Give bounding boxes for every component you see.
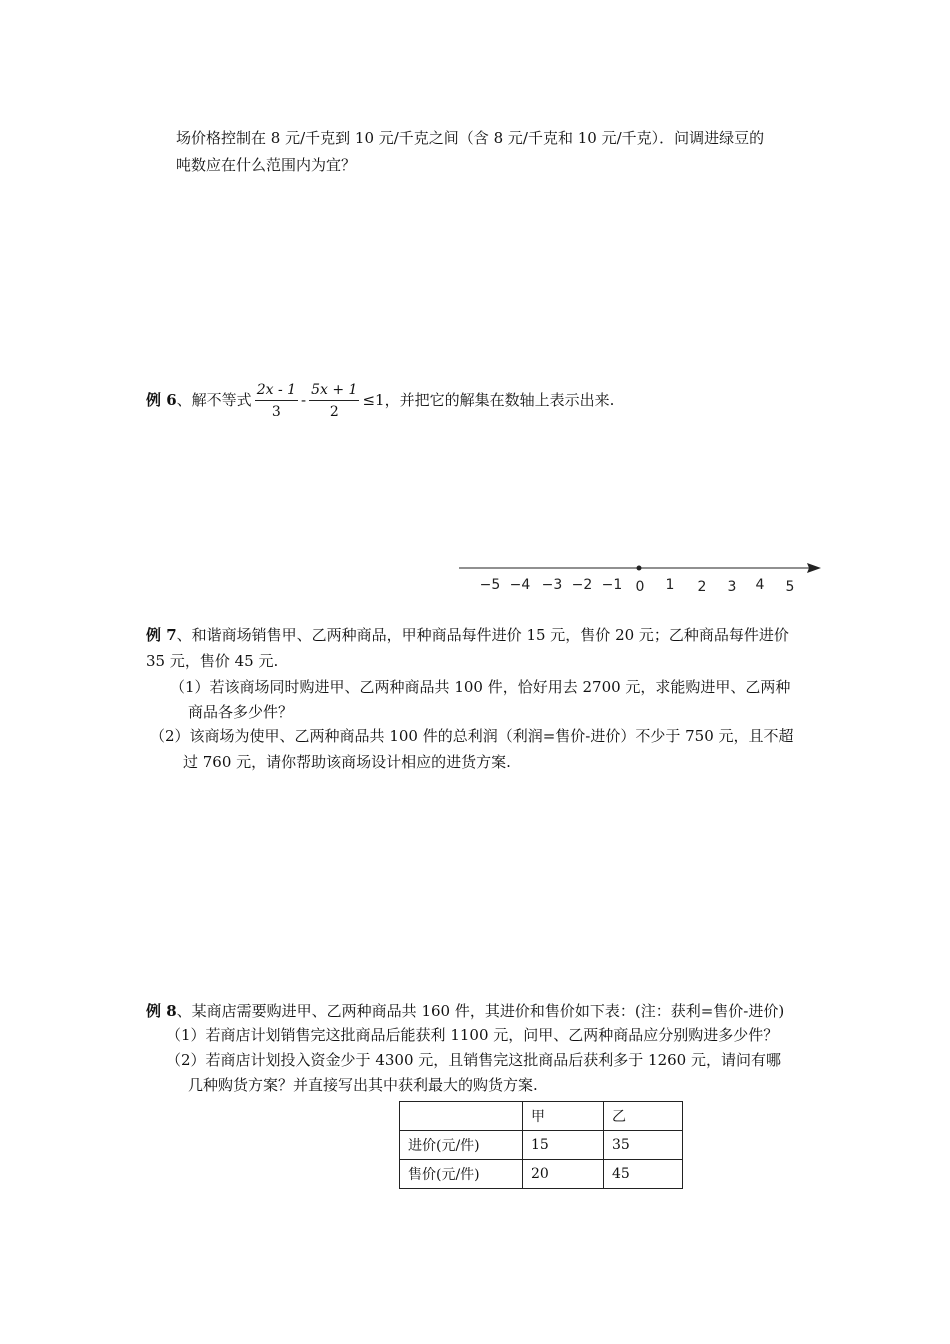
tick-label: −4	[509, 577, 531, 593]
tick-label: 1	[665, 577, 675, 593]
example-7-q1-line-1: （1）若该商场同时购进甲、乙两种商品共 100 件，恰好用去 2700 元，求能购进甲、乙两种	[170, 678, 791, 696]
price-table	[399, 1101, 683, 1189]
table-cell: 15	[523, 1131, 604, 1160]
fraction-1-denominator: 3	[271, 403, 281, 420]
table-row	[400, 1131, 683, 1160]
example-6-suffix: ≤1，并把它的解集在数轴上表示出来.	[362, 391, 615, 409]
tick-label: −5	[479, 577, 501, 593]
minus-sign: -	[301, 391, 307, 409]
table-header-cell: 甲	[523, 1102, 604, 1131]
example-8-q1: （1）若商店计划销售完这批商品后能获利 1100 元，问甲、乙两种商品应分别购进多少件？	[166, 1026, 779, 1044]
tick-label: 3	[727, 579, 737, 595]
tick-label: 2	[697, 579, 707, 595]
tick-label: −1	[601, 577, 623, 593]
example-7-label: 例 7	[146, 626, 177, 644]
table-row	[400, 1160, 683, 1189]
fraction-2-numerator: 5x + 1	[309, 380, 359, 401]
fraction-2	[309, 380, 359, 423]
example-7-text-1: 、和谐商场销售甲、乙两种商品，甲种商品每件进价 15 元，售价 20 元；乙种商品每件进价	[176, 626, 789, 644]
fraction-2-denominator: 2	[329, 403, 339, 420]
example-7-q2-line-1: （2）该商场为使甲、乙两种商品共 100 件的总利润（利润=售价-进价）不少于 750 元，且不超	[150, 727, 794, 745]
table-header-row	[400, 1102, 683, 1131]
example-8-q2-line-1: （2）若商店计划投入资金少于 4300 元，且销售完这批商品后获利多于 1260 元，请问有哪	[166, 1051, 781, 1069]
table-cell: 售价(元/件)	[400, 1160, 523, 1189]
arrow-head-icon	[807, 563, 821, 573]
table-cell: 35	[604, 1131, 683, 1160]
example-6-prefix: 、解不等式	[176, 391, 252, 409]
table-header-cell: 乙	[604, 1102, 683, 1131]
tick-label: −3	[541, 577, 563, 593]
example-7-q1-line-2: 商品各多少件？	[188, 703, 294, 721]
example-8-line-1	[146, 1001, 784, 1021]
table-header-cell	[400, 1102, 523, 1131]
fraction-1	[255, 380, 298, 423]
fraction-1-numerator: 2x - 1	[255, 380, 298, 401]
tick-label: −2	[571, 577, 593, 593]
example-7-line-2: 35 元，售价 45 元.	[146, 652, 279, 670]
example-8-q2-line-2: 几种购货方案？并直接写出其中获利最大的购货方案.	[188, 1076, 538, 1094]
intro-line-1: 场价格控制在 8 元/千克到 10 元/千克之间（含 8 元/千克和 10 元/千克）．问调进绿豆的	[176, 129, 765, 147]
example-6	[146, 378, 614, 423]
example-8-text-1: 、某商店需要购进甲、乙两种商品共 160 件，其进价和售价如下表：(注：获利=售价-进价)	[176, 1002, 785, 1020]
example-7-line-1	[146, 625, 789, 645]
origin-dot	[637, 566, 642, 571]
tick-label: 0	[635, 579, 645, 595]
example-6-label: 例 6	[146, 391, 177, 409]
tick-label: 4	[755, 577, 765, 593]
example-8-label: 例 8	[146, 1002, 177, 1020]
table-cell: 20	[523, 1160, 604, 1189]
table-cell: 进价(元/件)	[400, 1131, 523, 1160]
tick-label: 5	[785, 579, 795, 595]
number-line	[455, 556, 830, 596]
example-7-q2-line-2: 过 760 元，请你帮助该商场设计相应的进货方案.	[183, 753, 511, 771]
intro-line-2: 吨数应在什么范围内为宜？	[176, 156, 357, 174]
table-cell: 45	[604, 1160, 683, 1189]
